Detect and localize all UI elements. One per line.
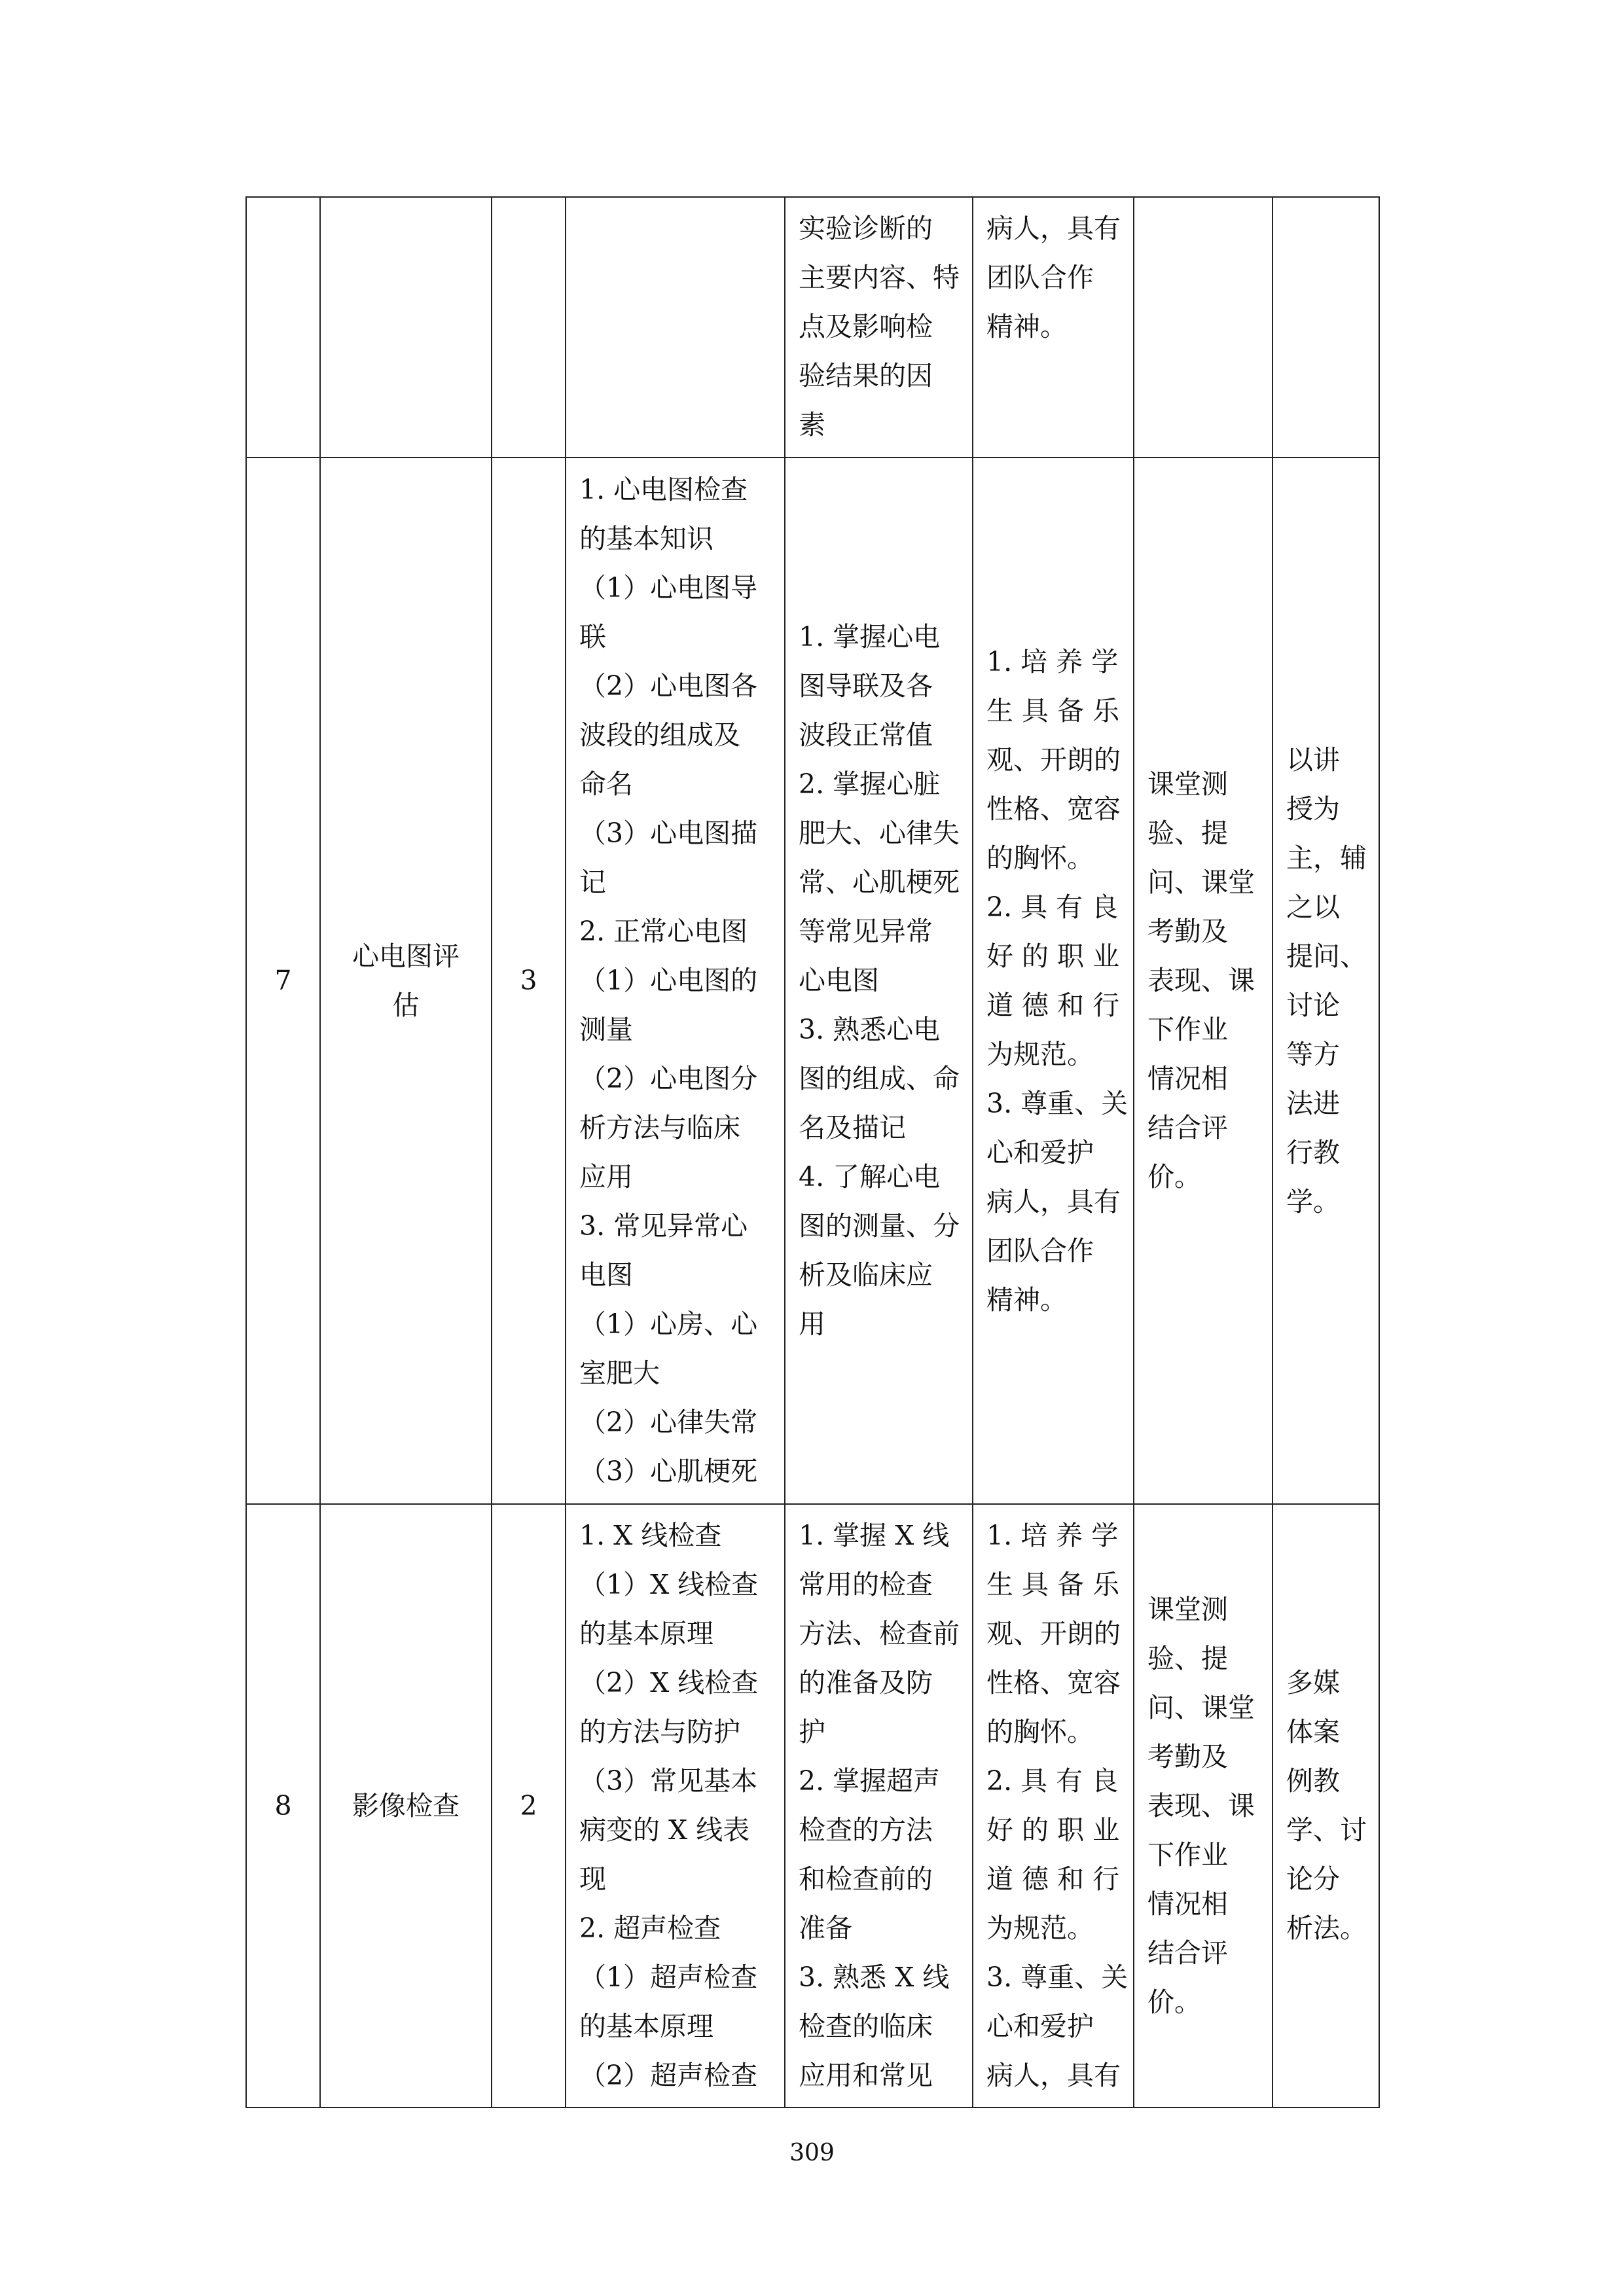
teaching-method-cell <box>1272 1504 1379 2108</box>
cell-text-line: 的胸怀。 <box>986 842 1094 874</box>
quality-goals-cell <box>973 457 1134 1504</box>
teaching-content-cell <box>566 197 785 457</box>
cell-text-line: 行教 <box>1286 1136 1340 1168</box>
page-number: 309 <box>789 2140 835 2166</box>
cell-text-line: 1. 掌握心电 <box>799 621 941 653</box>
cell-text-line: 1. X 线检查 <box>579 1520 722 1551</box>
cell-text-line: 检查的方法 <box>799 1814 933 1846</box>
cell-text-line: （1）心房、心 <box>579 1308 758 1340</box>
row-number-cell: 7 <box>246 457 320 1504</box>
cell-text-line: 心和爱护 <box>986 2011 1094 2042</box>
cell-text-line: 等常见异常 <box>799 916 933 947</box>
cell-text-line: 电图 <box>579 1259 633 1291</box>
cell-text-line: 课堂测 <box>1147 768 1228 800</box>
cell-text-line: 病人，具有 <box>986 213 1121 244</box>
hours-cell: 2 <box>492 1504 566 2108</box>
cell-text-line: 和检查前的 <box>799 1863 933 1895</box>
cell-text-line: 团队合作 <box>986 262 1094 293</box>
cell-text-line: 验结果的因 <box>799 360 933 391</box>
syllabus-table <box>245 196 1380 2108</box>
knowledge-goals-cell <box>785 1504 973 2108</box>
cell-text-line: （3）心肌梗死 <box>579 1456 758 1487</box>
teaching-method-cell <box>1272 457 1379 1504</box>
cell-text-line: 结合评 <box>1147 1937 1228 1969</box>
cell-text-line: 护 <box>799 1716 825 1748</box>
cell-text-line: 价。 <box>1147 1986 1201 2018</box>
cell-text-line: 1. 掌握 X 线 <box>799 1520 950 1551</box>
knowledge-goals-cell <box>785 197 973 457</box>
cell-text-line: 的基本原理 <box>579 1618 713 1649</box>
cell-text-line: 情况相 <box>1147 1888 1228 1920</box>
cell-text-line: 道 德 和 行 <box>986 1863 1120 1895</box>
chapter-name-cell <box>320 197 492 457</box>
cell-text-line: 学。 <box>1286 1185 1340 1217</box>
cell-text-line: 学、讨 <box>1286 1814 1367 1846</box>
cell-text-line: （1）心电图导 <box>579 572 758 603</box>
hours-cell: 3 <box>492 457 566 1504</box>
cell-text-line: 多媒 <box>1286 1667 1340 1698</box>
cell-text-line: 用 <box>799 1308 825 1340</box>
cell-text-line: 4. 了解心电 <box>799 1161 941 1193</box>
cell-text-line: 好 的 职 业 <box>986 1814 1120 1846</box>
chapter-name-cell <box>320 457 492 1504</box>
cell-text-line: 现 <box>579 1863 606 1895</box>
cell-text-line: 1. 培 养 学 <box>986 1520 1119 1551</box>
cell-text-line: 心电图评 <box>352 940 460 972</box>
cell-text-line: 考勤及 <box>1147 916 1228 947</box>
cell-text-line: 素 <box>799 409 825 440</box>
cell-text-line: 表现、课 <box>1147 965 1255 996</box>
cell-text-line: 观、开朗的 <box>986 1618 1121 1649</box>
cell-text-line: 精神。 <box>986 311 1067 342</box>
cell-text-line: 结合评 <box>1147 1112 1228 1143</box>
cell-text-line: 体案 <box>1286 1716 1340 1748</box>
cell-text-line: 记 <box>579 867 606 898</box>
cell-text-line: （2）超声检查 <box>579 2060 758 2091</box>
cell-text-line: 的基本知识 <box>579 523 713 554</box>
quality-goals-cell <box>973 197 1134 457</box>
cell-text-line: 波段的组成及 <box>579 719 740 751</box>
cell-text-line: 验、提 <box>1147 817 1228 849</box>
cell-text-line: 估 <box>392 989 420 1021</box>
cell-text-line: 影像检查 <box>352 1789 460 1821</box>
cell-text-line: 析方法与临床 <box>579 1112 740 1143</box>
cell-text-line: 为规范。 <box>986 1038 1094 1070</box>
cell-text-line: 病变的 X 线表 <box>579 1814 750 1846</box>
cell-text-line: 肥大、心律失 <box>799 817 960 849</box>
cell-text-line: 2. 掌握超声 <box>799 1765 941 1797</box>
cell-text-line: 2. 具 有 良 <box>986 1765 1119 1797</box>
cell-text-line: 析及临床应 <box>799 1259 933 1291</box>
assessment-cell <box>1134 457 1272 1504</box>
cell-text-line: 观、开朗的 <box>986 744 1121 776</box>
cell-text-line: 联 <box>579 621 606 653</box>
cell-text-line: 验、提 <box>1147 1642 1228 1674</box>
row-number-cell: 8 <box>246 1504 320 2108</box>
cell-text-line: 2. 正常心电图 <box>579 916 748 947</box>
cell-text-line: 生 具 备 乐 <box>986 694 1120 726</box>
cell-text-line: 准备 <box>799 1912 852 1944</box>
cell-text-line: （2）心电图分 <box>579 1063 758 1094</box>
cell-text-line: 之以 <box>1286 891 1340 923</box>
cell-text-line: 论分 <box>1286 1863 1340 1895</box>
cell-text-line: 图的组成、命 <box>799 1063 960 1094</box>
cell-text-line: 例教 <box>1286 1765 1340 1797</box>
cell-text-line: 心和爱护 <box>986 1136 1094 1168</box>
cell-text-line: 性格、宽容 <box>986 1667 1121 1698</box>
cell-text-line: 2. 具 有 良 <box>986 891 1119 923</box>
cell-text-line: 常用的检查 <box>799 1569 933 1600</box>
cell-text-line: 好 的 职 业 <box>986 940 1120 972</box>
cell-text-line: 3. 尊重、关 <box>986 1962 1128 1993</box>
cell-text-line: 提问、 <box>1286 940 1367 972</box>
cell-text-line: 1. 心电图检查 <box>579 474 748 505</box>
teaching-method-cell <box>1272 197 1379 457</box>
cell-text-line: 课堂测 <box>1147 1593 1228 1625</box>
cell-text-line: 道 德 和 行 <box>986 989 1120 1021</box>
chapter-name-cell <box>320 1504 492 2108</box>
cell-text-line: 心电图 <box>799 965 879 996</box>
cell-text-line: 室肥大 <box>579 1357 660 1389</box>
cell-text-line: 下作业 <box>1147 1839 1228 1871</box>
cell-text-line: 等方 <box>1286 1038 1340 1070</box>
cell-text-line: 情况相 <box>1147 1063 1228 1094</box>
cell-text-line: 法进 <box>1286 1087 1340 1119</box>
assessment-cell <box>1134 1504 1272 2108</box>
cell-text-line: 析法。 <box>1286 1912 1367 1944</box>
quality-goals-cell <box>973 1504 1134 2108</box>
cell-text-line: 检查的临床 <box>799 2011 933 2042</box>
table-row <box>246 457 1379 1504</box>
cell-text-line: 图导联及各 <box>799 670 933 702</box>
cell-text-line: 实验诊断的 <box>799 213 933 244</box>
cell-text-line: 考勤及 <box>1147 1740 1228 1772</box>
cell-text-line: 价。 <box>1147 1161 1201 1193</box>
cell-text-line: （1）心电图的 <box>579 965 758 996</box>
cell-text-line: 团队合作 <box>986 1234 1094 1266</box>
cell-text-line: 主，辅 <box>1286 842 1367 874</box>
cell-text-line: 常、心肌梗死 <box>799 867 960 898</box>
cell-text-line: 应用 <box>579 1161 633 1193</box>
teaching-content-cell <box>566 457 785 1504</box>
cell-text-line: 名及描记 <box>799 1112 906 1143</box>
cell-text-line: 测量 <box>579 1014 633 1045</box>
cell-text-line: 以讲 <box>1286 744 1340 776</box>
cell-text-line: 问、课堂 <box>1147 1691 1255 1723</box>
cell-text-line: 主要内容、特 <box>799 262 960 293</box>
cell-text-line: （2）心律失常 <box>579 1407 758 1438</box>
cell-text-line: 3. 常见异常心 <box>579 1210 748 1242</box>
cell-text-line: 方法、检查前 <box>799 1618 960 1649</box>
row-number-cell <box>246 197 320 457</box>
cell-text-line: 表现、课 <box>1147 1789 1255 1821</box>
cell-text-line: （2）心电图各 <box>579 670 758 702</box>
cell-text-line: 问、课堂 <box>1147 867 1255 898</box>
cell-text-line: 3. 熟悉 X 线 <box>799 1962 950 1993</box>
cell-text-line: 性格、宽容 <box>986 793 1121 825</box>
cell-text-line: （1）超声检查 <box>579 1962 758 1993</box>
cell-text-line: 下作业 <box>1147 1014 1228 1045</box>
cell-text-line: （2）X 线检查 <box>579 1667 759 1698</box>
cell-text-line: 病人，具有 <box>986 1185 1121 1217</box>
cell-text-line: 2. 掌握心脏 <box>799 768 941 800</box>
cell-text-line: （1）X 线检查 <box>579 1569 759 1600</box>
cell-text-line: 授为 <box>1286 793 1340 825</box>
cell-text-line: 的基本原理 <box>579 2011 713 2042</box>
cell-text-line: 2. 超声检查 <box>579 1912 721 1944</box>
cell-text-line: 的胸怀。 <box>986 1716 1094 1748</box>
cell-text-line: 病人，具有 <box>986 2060 1121 2091</box>
cell-text-line: 图的测量、分 <box>799 1210 960 1242</box>
cell-text-line: 为规范。 <box>986 1912 1094 1944</box>
hours-cell <box>492 197 566 457</box>
cell-text-line: （3）心电图描 <box>579 817 758 849</box>
cell-text-line: 应用和常见 <box>799 2060 933 2091</box>
teaching-content-cell <box>566 1504 785 2108</box>
table-row <box>246 1504 1379 2108</box>
cell-text-line: 生 具 备 乐 <box>986 1569 1120 1600</box>
cell-text-line: 命名 <box>579 768 633 800</box>
table-row <box>246 197 1379 457</box>
cell-text-line: （3）常见基本 <box>579 1765 758 1797</box>
assessment-cell <box>1134 197 1272 457</box>
cell-text-line: 点及影响检 <box>799 311 933 342</box>
knowledge-goals-cell <box>785 457 973 1504</box>
cell-text-line: 1. 培 养 学 <box>986 645 1119 677</box>
cell-text-line: 讨论 <box>1286 989 1340 1021</box>
cell-text-line: 的方法与防护 <box>579 1716 740 1748</box>
cell-text-line: 3. 尊重、关 <box>986 1087 1128 1119</box>
cell-text-line: 的准备及防 <box>799 1667 933 1698</box>
cell-text-line: 波段正常值 <box>799 719 933 751</box>
cell-text-line: 精神。 <box>986 1283 1067 1316</box>
cell-text-line: 3. 熟悉心电 <box>799 1014 941 1045</box>
